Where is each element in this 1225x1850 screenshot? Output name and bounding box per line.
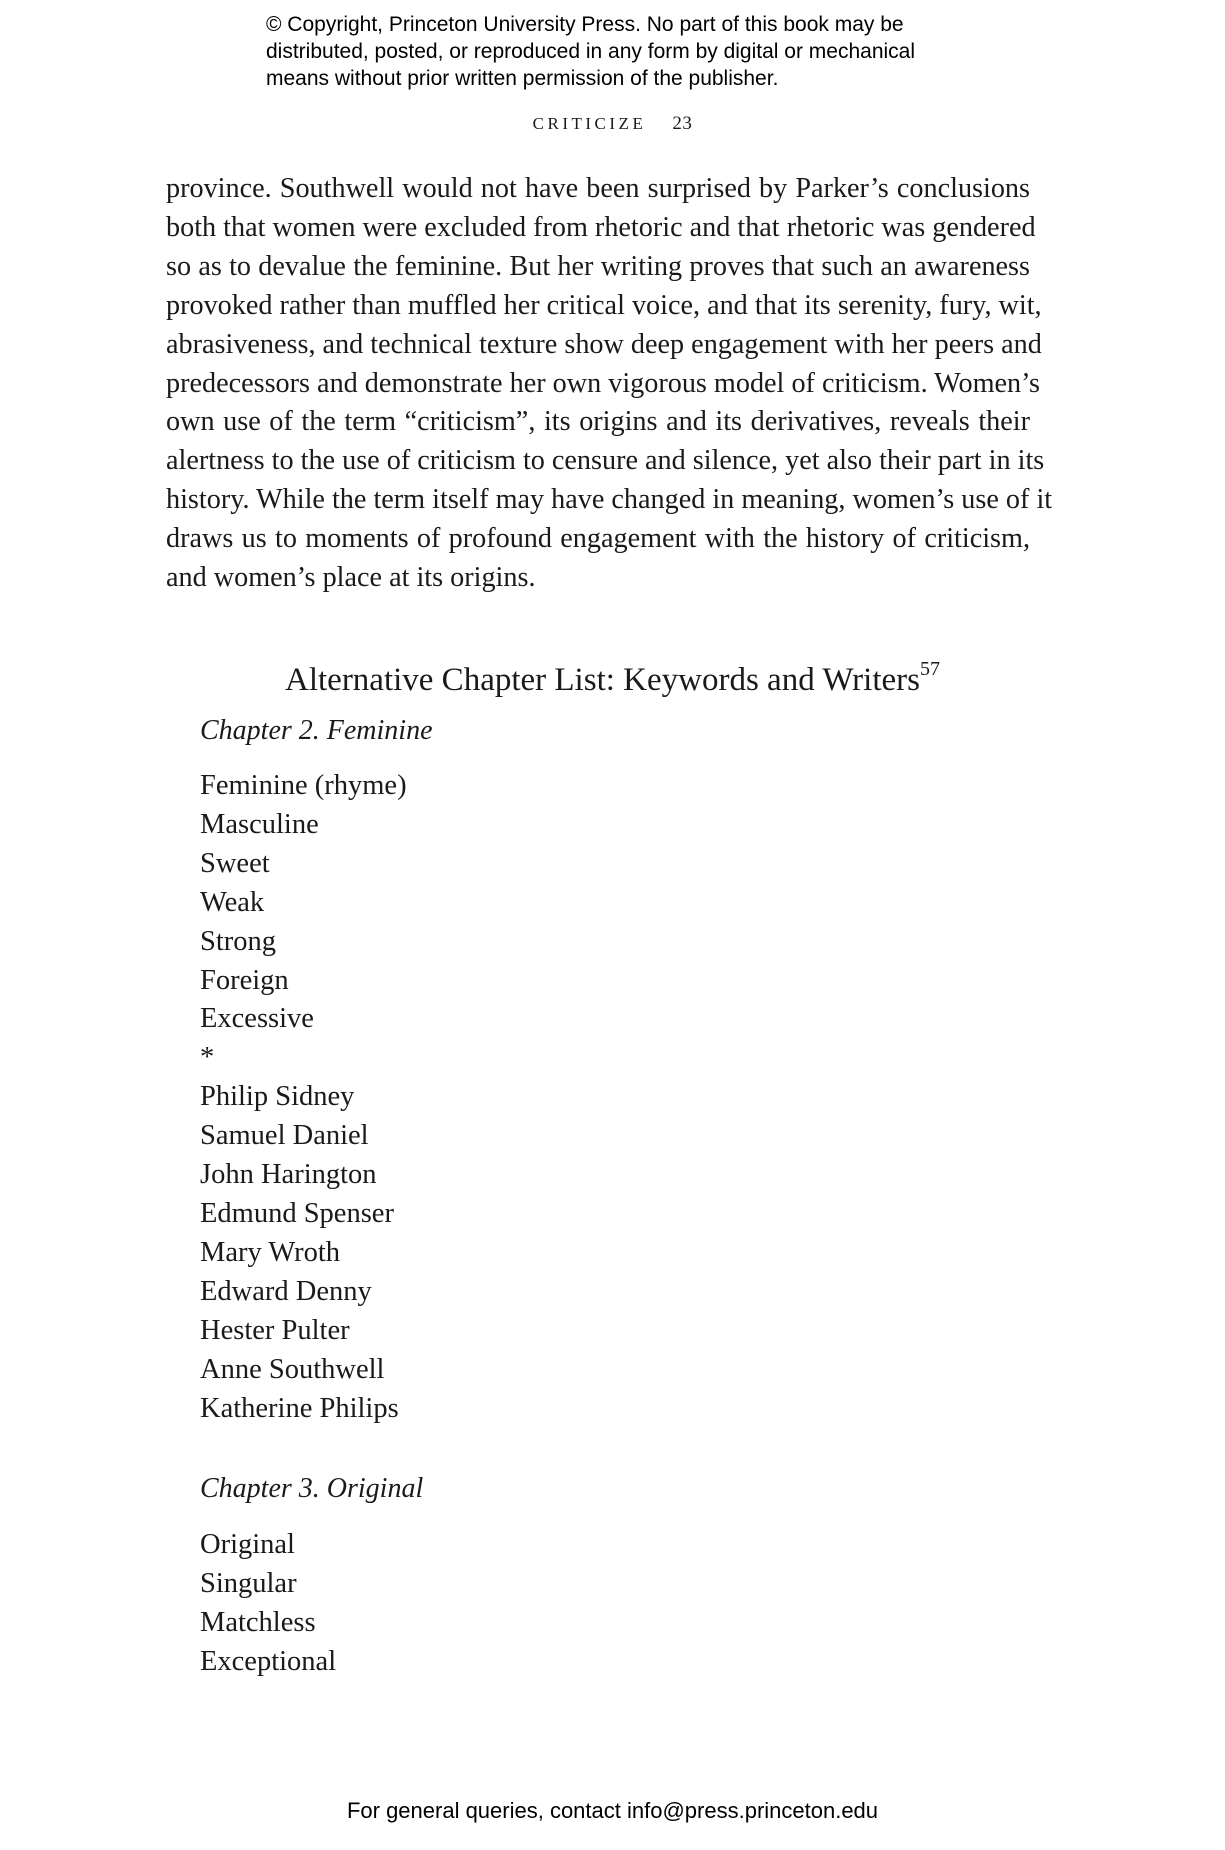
- chapter-heading: Chapter 3. Original: [200, 1473, 424, 1504]
- copyright-line: distributed, posted, or reproduced in any form by digital or mechanical: [266, 40, 916, 63]
- list-item: Sweet: [200, 847, 270, 879]
- list-item: Foreign: [200, 964, 289, 996]
- section-heading-text: Alternative Chapter List: Keywords and Writers: [285, 662, 920, 698]
- section-heading: [0, 651, 1225, 701]
- list-item: Katherine Philips: [200, 1392, 399, 1424]
- list-item: Strong: [200, 925, 277, 957]
- body-line: history. While the term itself may have changed in meaning, women’s use of it: [166, 484, 1053, 516]
- copyright-line: means without prior written permission of the publisher.: [266, 67, 779, 90]
- body-line: predecessors and demonstrate her own vigorous model of criticism. Women’s: [166, 367, 1040, 399]
- body-line: province. Southwell would not have been surprised by Parker’s conclusions: [166, 173, 1030, 204]
- body-line: and women’s place at its origins.: [166, 562, 536, 594]
- body-line: alertness to the use of criticism to censure and silence, yet also their part in its: [166, 445, 1045, 477]
- list-item: Masculine: [200, 808, 319, 840]
- footer-contact: For general queries, contact info@press.princeton.edu: [346, 1798, 879, 1823]
- list-item: Excessive: [200, 1003, 314, 1035]
- list-item: Weak: [200, 886, 265, 918]
- list-item: Matchless: [200, 1606, 316, 1638]
- page-number: 23: [672, 113, 693, 134]
- body-line: provoked rather than muffled her critical voice, and that its serenity, fury, wit,: [166, 289, 1042, 321]
- body-line: draws us to moments of profound engagement with the history of criticism,: [166, 523, 1030, 555]
- list-item: Exceptional: [200, 1645, 337, 1677]
- body-line: both that women were excluded from rhetoric and that rhetoric was gendered: [166, 211, 1036, 243]
- list-item: John Harington: [200, 1159, 377, 1191]
- copyright-line: © Copyright, Princeton University Press. No part of this book may be: [266, 13, 904, 36]
- list-item: Philip Sidney: [200, 1081, 355, 1113]
- copyright-notice: [266, 11, 1026, 92]
- list-item: Samuel Daniel: [200, 1120, 369, 1152]
- list-item: Anne Southwell: [200, 1353, 385, 1385]
- chapter-heading: Chapter 2. Feminine: [200, 715, 433, 746]
- list-item: Original: [200, 1529, 295, 1560]
- list-item: Feminine (rhyme): [200, 770, 407, 801]
- running-head: [0, 113, 1225, 135]
- keyword-list: [200, 1526, 336, 1682]
- list-item: Edmund Spenser: [200, 1197, 394, 1229]
- body-line: abrasiveness, and technical texture show deep engagement with her peers and: [166, 328, 1042, 360]
- running-head-title: CRITICIZE: [532, 114, 647, 133]
- body-line: own use of the term “criticism”, its origins and its derivatives, reveals their: [166, 406, 1030, 438]
- body-line: so as to devalue the feminine. But her writing proves that such an awareness: [166, 250, 1030, 282]
- list-item: Hester Pulter: [200, 1314, 350, 1346]
- list-item: Mary Wroth: [200, 1236, 341, 1268]
- list-item: Singular: [200, 1567, 297, 1599]
- footnote-reference[interactable]: 57: [919, 658, 940, 680]
- keyword-list: [200, 767, 407, 1428]
- list-item: Edward Denny: [200, 1275, 372, 1307]
- body-paragraph: [166, 170, 1053, 598]
- list-separator: *: [200, 1042, 215, 1074]
